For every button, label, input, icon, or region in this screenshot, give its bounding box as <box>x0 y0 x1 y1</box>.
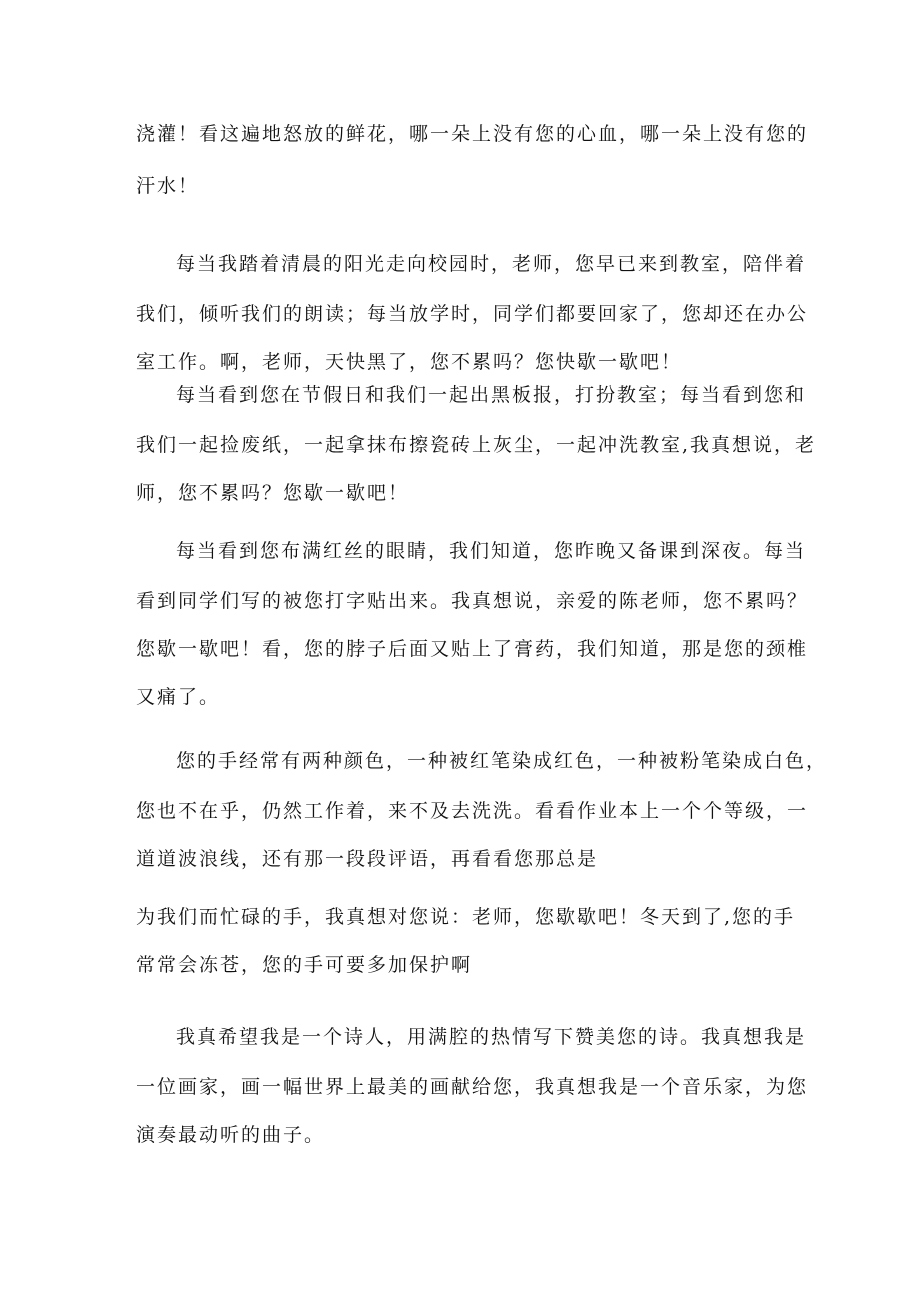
text-line: 道道波浪线，还有那一段段评语，再看看您那总是 <box>136 848 599 870</box>
text-line: 您也不在乎，仍然工作着，来不及去洗洗。看看作业本上一个个等级，一 <box>136 800 809 822</box>
text-line: 一位画家，画一幅世界上最美的画献给您，我真想我是一个音乐家，为您 <box>136 1076 809 1098</box>
text-line: 每当看到您布满红丝的眼睛，我们知道，您昨晚又备课到深夜。每当 <box>176 540 807 562</box>
paragraph-3 <box>136 369 817 517</box>
text-line: 演奏最动听的曲子。 <box>136 1124 326 1146</box>
text-line: 我真希望我是一个诗人，用满腔的热情写下赞美您的诗。我真想我是 <box>176 1026 807 1048</box>
text-line: 汗水！ <box>136 175 200 197</box>
text-line: 为我们而忙碌的手，我真想对您说：老师，您歇歇吧！冬天到了,您的手 <box>136 906 796 928</box>
text-line: 看到同学们写的被您打字贴出来。我真想说，亲爱的陈老师，您不累吗？ <box>136 590 809 612</box>
paragraph-2 <box>136 238 809 386</box>
text-line: 您的手经常有两种颜色，一种被红笔染成红色，一种被粉笔染成白色， <box>176 750 828 772</box>
text-line: 常常会冻苍，您的手可要多加保护啊 <box>136 954 473 976</box>
text-line: 室工作。啊，老师，天快黑了，您不累吗？您快歇一歇吧！ <box>136 351 683 373</box>
text-line: 我们一起捡废纸，一起拿抹布擦瓷砖上灰尘，一起冲洗教室,我真想说，老 <box>136 434 817 456</box>
text-line: 您歇一歇吧！看，您的脖子后面又贴上了膏药，我们知道，那是您的颈椎 <box>136 638 809 660</box>
text-line: 又痛了。 <box>136 686 221 708</box>
paragraph-6 <box>136 893 796 989</box>
text-line: 浇灌！看这遍地怒放的鲜花，哪一朵上没有您的心血，哪一朵上没有您的 <box>136 123 809 145</box>
paragraph-1 <box>136 108 809 212</box>
text-line: 师，您不累吗？您歇一歇吧！ <box>136 482 410 504</box>
paragraph-4 <box>136 525 809 721</box>
text-line: 每当我踏着清晨的阳光走向校园时，老师，您早已来到教室，陪伴着 <box>176 253 807 275</box>
text-line: 每当看到您在节假日和我们一起出黑板报，打扮教室；每当看到您和 <box>176 384 807 406</box>
paragraph-5 <box>136 735 828 883</box>
text-line: 我们，倾听我们的朗读；每当放学时，同学们都要回家了，您却还在办公 <box>136 303 809 325</box>
paragraph-7 <box>136 1011 809 1159</box>
